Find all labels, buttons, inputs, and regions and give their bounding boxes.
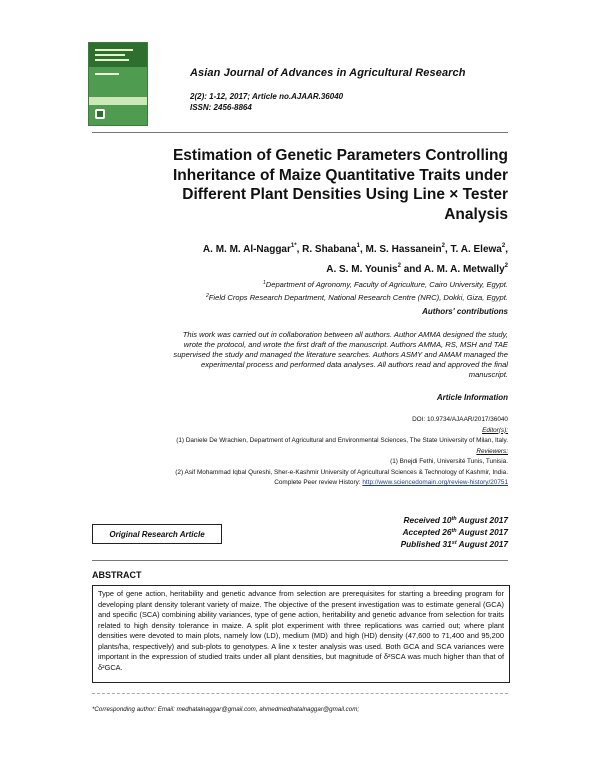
abstract-box: [92, 585, 510, 683]
author-name[interactable]: A. S. M. Younis: [326, 264, 398, 275]
author-name[interactable]: R. Shabana: [302, 244, 357, 255]
article-info: [78, 415, 508, 489]
reviewers-label: Reviewers:: [476, 447, 508, 455]
published-sup: st: [451, 540, 457, 546]
corresponding-author-footnote: *Corresponding author: Email: medhatalnaggar@gmail.com, ahmedmedhatalnaggar@gmail.com;: [92, 706, 360, 713]
contrib-line: experimental process and performed data analyses. All authors read and approved the final: [200, 360, 508, 369]
affiliation-sup: 1: [262, 280, 266, 286]
published-label: Published 31: [400, 539, 452, 549]
cover-title-line: [95, 49, 133, 51]
contributions-text: [88, 330, 508, 380]
article-title: [118, 146, 508, 224]
received-sup: th: [451, 516, 457, 522]
journal-meta: [190, 91, 343, 113]
footnote-divider: [92, 693, 508, 694]
section-divider: [92, 560, 508, 561]
title-line: Analysis: [444, 205, 508, 223]
affiliations: [78, 278, 508, 303]
title-line: Inheritance of Maize Quantitative Traits under: [172, 166, 508, 184]
contrib-line: This work was carried out in collaboration between all authors. Author AMMA designed the study,: [182, 330, 508, 339]
contrib-line: manuscript.: [468, 370, 508, 379]
publication-dates: [401, 514, 508, 550]
published-rest: August 2017: [456, 539, 508, 549]
author-name[interactable]: A. M. A. Metwally: [423, 264, 505, 275]
author-sup: 1*: [290, 243, 297, 249]
received-date: [401, 514, 508, 526]
abstract-text: Type of gene action, heritability and genetic advance from selection are prerequisites for starting a breeding program for developing plant density tolerant variety of maize. The objective of the present investigation was to estimate general (GCA) and specific (SCA) combining ability variances, type of gene action, heritability and genetic advance from selection for traits related to high density tolerance in maize. A split plot experiment with three replications was carried out; where plant densities were devoted to main plots, namely low (LD), medium (MD) and high (HD) density (47,600 to 71,400 and 95,200 plants/ha, respectively) and sub-plots to genotypes. A line x tester analysis was used. Both GCA and SCA variances were important in the expression of studied traits under all plant densities, but magnitude of δ²SCA was much higher than that of δ²GCA.: [98, 589, 504, 672]
author-name[interactable]: A. M. M. Al-Naggar: [202, 244, 291, 255]
author-list: [88, 238, 508, 278]
article-info-heading: Article Information: [436, 393, 508, 402]
affiliation-text: Field Crops Research Department, National Research Centre (NRC), Dokki, Giza, Egypt.: [208, 292, 508, 302]
accepted-sup: th: [451, 528, 457, 534]
received-rest: August 2017: [456, 515, 508, 525]
issue-line: 2(2): 1-12, 2017; Article no.AJAAR.36040: [190, 92, 344, 101]
author-line: A. M. M. Al-Naggar$^{1*}$, R. Shabana$^1$, M. S. Hassanein$^2$, T. A. Elewa$^2$,: [202, 243, 508, 255]
author-sup: 2: [504, 263, 508, 269]
contrib-line: supervised the study and managed the literature searches. Authors ASMY and AMAM managed the: [173, 350, 508, 359]
cover-title-line: [95, 59, 129, 61]
affiliation-text: Department of Agronomy, Faculty of Agriculture, Cairo University, Egypt.: [265, 280, 508, 289]
author-sup: 2: [501, 243, 506, 249]
review-history-label: Complete Peer review History:: [274, 479, 361, 486]
editor-entry: (1) Daniele De Wrachien, Department of Agricultural and Environmental Sciences, The State University of Milan, Italy.: [176, 437, 508, 444]
affiliation-sup: 2: [205, 292, 209, 299]
received-label: Received 10: [403, 515, 452, 525]
header-divider: [92, 132, 508, 133]
issn-line: ISSN: 2456-8864: [190, 103, 252, 112]
contributions-heading: Authors' contributions: [422, 307, 508, 316]
abstract-heading: ABSTRACT: [92, 570, 142, 580]
review-history-link[interactable]: http://www.sciencedomain.org/review-history/20751: [362, 479, 508, 486]
author-line: A. S. M. Younis$^2$ and A. M. A. Metwally$^2$: [326, 263, 508, 275]
affiliation: [78, 278, 508, 291]
reviewer-entry: (1) Bnejdi Fethi, Université Tunis, Tunisia.: [390, 458, 508, 465]
title-line: Different Plant Densities Using Line × Tester: [182, 186, 508, 203]
accepted-date: [401, 526, 508, 538]
accepted-label: Accepted 26: [402, 527, 452, 537]
editors-label: Editor(s):: [482, 426, 508, 434]
journal-cover-image: [88, 42, 148, 126]
author-sup: 1: [356, 243, 360, 249]
author-name[interactable]: T. A. Elewa: [450, 244, 502, 255]
author-name[interactable]: M. S. Hassanein: [365, 244, 442, 255]
doi: DOI: 10.9734/AJAAR/2017/36040: [412, 416, 508, 423]
title-line: Estimation of Genetic Parameters Controlling: [172, 147, 508, 164]
author-sup: 2: [397, 263, 401, 269]
contrib-line: wrote the protocol, and wrote the first draft of the manuscript. Authors AMMA, RS, MSH and TAE: [183, 340, 508, 349]
affiliation: [78, 291, 508, 304]
author-sup: 2: [441, 243, 445, 249]
article-type-badge: Original Research Article: [92, 524, 222, 544]
reviewer-entry: (2) Asif Mohammad Iqbal Qureshi, Sher-e-Kashmir University of Agricultural Sciences & Technology of Kashmir, India.: [175, 468, 508, 476]
published-date: [401, 538, 508, 550]
cover-stripe: [89, 97, 147, 105]
publisher-logo-icon: [95, 109, 105, 119]
cover-title-line: [95, 54, 125, 56]
review-history: [78, 478, 508, 489]
cover-subtitle-line: [95, 73, 119, 75]
accepted-rest: August 2017: [456, 527, 508, 537]
journal-title: Asian Journal of Advances in Agricultural Research: [190, 67, 466, 79]
